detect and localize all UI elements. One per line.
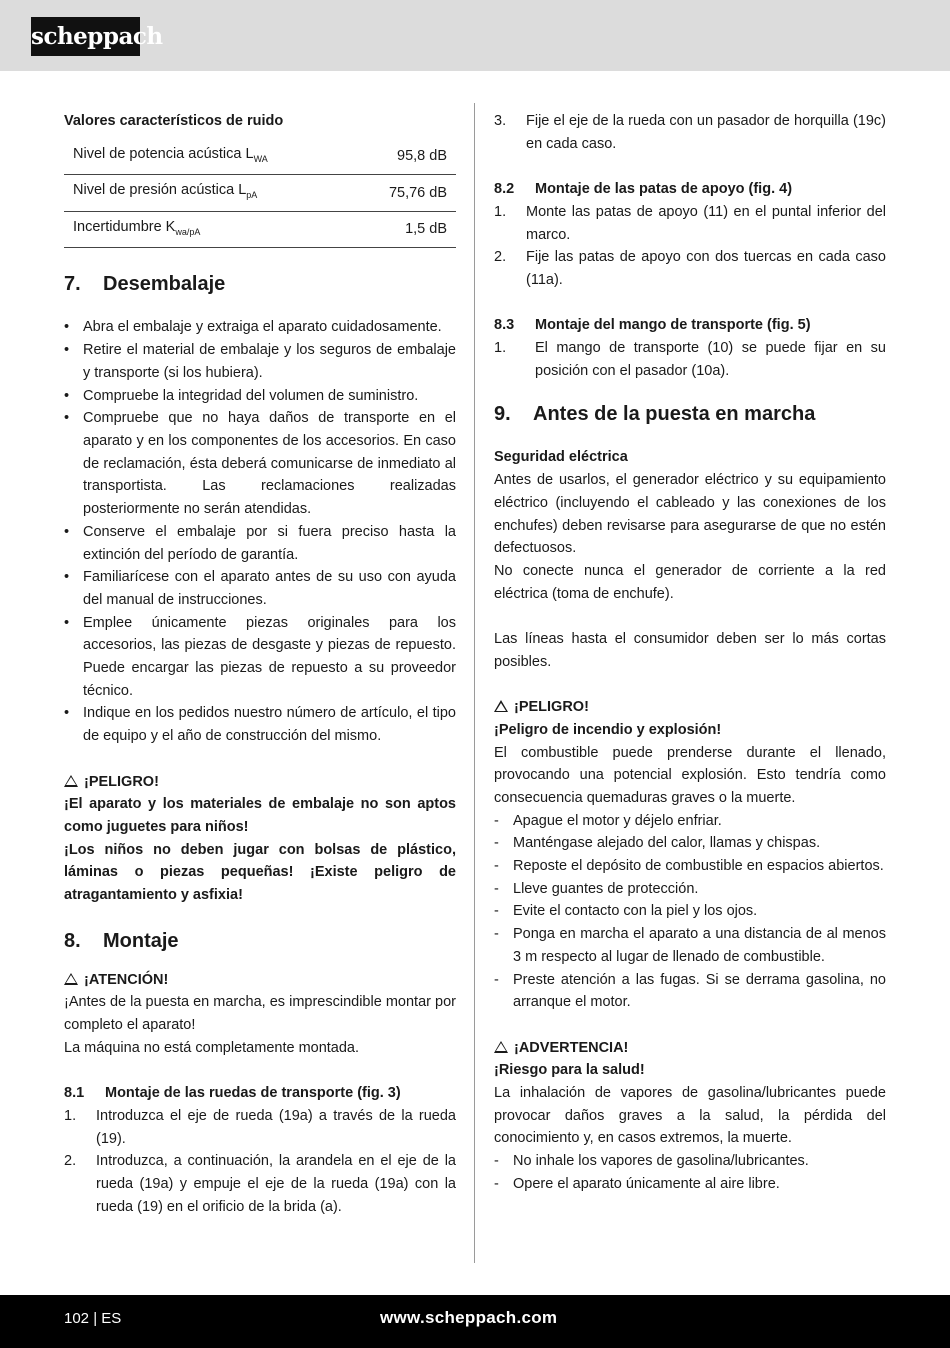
danger-text: ¡Los niños no deben jugar con bolsas de plástico, láminas o piezas pequeñas! ¡Existe peligro de atragantamiento y asfixia! (64, 841, 456, 904)
list-item: • Conserve el embalaje por si fuera preciso hasta la extinción del período de garantía. (64, 521, 456, 566)
list-item: • Indique en los pedidos nuestro número de artículo, el tipo de equipo y el año de construcción del mismo. (64, 702, 456, 747)
list-item: • Emplee únicamente piezas originales para los accesorios, las piezas de desgaste y piezas de repuesto. Puede encargar las piezas de repuesto a su proveedor técnico. (64, 612, 456, 703)
fuel-safety-list (494, 810, 886, 1014)
list-item: - Opere el aparato únicamente al aire libre. (494, 1173, 886, 1196)
unpacking-list (64, 316, 456, 747)
list-item: • Abra el embalaje y extraiga el aparato cuidadosamente. (64, 316, 456, 339)
attention-text: La máquina no está completamente montada. (64, 1039, 360, 1056)
list-item: - Evite el contacto con la piel y los ojos. (494, 900, 886, 923)
list-item: - Lleve guantes de protección. (494, 878, 886, 901)
wheel-steps (64, 1105, 456, 1219)
danger-label: ¡PELIGRO! (64, 771, 456, 794)
footer-bar (0, 1295, 950, 1348)
list-item: • Compruebe que no haya daños de transporte en el aparato y en los componentes de los accesorios. En caso de reclamación, ésta deberá comunicarse de inmediato al transportista. Las reclamaciones realizadas posteriormente no serán atendidas. (64, 407, 456, 521)
column-divider (474, 103, 475, 1263)
warning-text: La inhalación de vapores de gasolina/lubricantes puede provocar daños graves a la salud, la pérdida del conocimiento y, en casos extremos, la muerte. (494, 1085, 886, 1147)
health-safety-list (494, 1150, 886, 1195)
noise-table (64, 139, 456, 249)
warning-triangle-icon (494, 700, 508, 712)
list-item: • Retire el material de embalaje y los seguros de embalaje y transporte (si los hubiera). (64, 339, 456, 384)
section-9-heading: 9. Antes de la puesta en marcha (494, 403, 816, 426)
list-item: - Apague el motor y déjelo enfriar. (494, 810, 886, 833)
list-item: 2. Introduzca, a continuación, la arandela en el eje de la rueda (19a) y empuje el eje de la rueda (19a) con la rueda (19) en el orificio de la brida (a). (64, 1153, 456, 1215)
warning-triangle-icon (64, 775, 78, 787)
warning-subtitle: ¡Riesgo para la salud! (494, 1062, 645, 1079)
subsection-8-3-heading: 8.3 Montaje del mango de transporte (fig. 5) (494, 317, 811, 334)
warning-triangle-icon (494, 1041, 508, 1053)
list-item: 1. El mango de transporte (10) se puede fijar en su posición con el pasador (10a). (494, 340, 886, 379)
noise-value: 95,8 dB (353, 139, 456, 175)
noise-value: 75,76 dB (353, 175, 456, 212)
list-item: 1. Monte las patas de apoyo (11) en el puntal inferior del marco. (494, 203, 886, 243)
electrical-text: No conecte nunca el generador de corriente a la red eléctrica (toma de enchufe). (494, 562, 886, 602)
electrical-safety-title: Seguridad eléctrica (494, 449, 628, 466)
list-item: 1. Introduzca el eje de rueda (19a) a través de la rueda (19). (64, 1107, 456, 1147)
list-item: 2. Fije las patas de apoyo con dos tuercas en cada caso (11a). (494, 249, 886, 288)
right-column (494, 110, 886, 1196)
attention-label: ¡ATENCIÓN! (64, 969, 456, 992)
warning-label: ¡ADVERTENCIA! (494, 1037, 886, 1060)
list-item: - Reposte el depósito de combustible en espacios abiertos. (494, 855, 886, 878)
danger-text: ¡El aparato y los materiales de embalaje no son aptos como juguetes para niños! (64, 796, 456, 835)
section-7-heading: 7. Desembalaje (64, 273, 226, 296)
list-item: • Familiarícese con el aparato antes de su uso con ayuda del manual de instrucciones. (64, 566, 456, 611)
electrical-text: Antes de usarlos, el generador eléctrico y su equipamiento eléctrico (incluyendo el cableado y las conexiones de los enchufes) deben revisarse para asegurarse de que no estén defectuosos. (494, 472, 886, 557)
table-row (64, 139, 456, 175)
list-item: - Preste atención a las fugas. Si se derrama gasolina, no arranque el motor. (494, 969, 886, 1014)
warning-triangle-icon (64, 973, 78, 985)
noise-value: 1,5 dB (353, 211, 456, 248)
list-item: - Ponga en marcha el aparato a una distancia de al menos 3 m respecto al lugar de llenado de combustible. (494, 923, 886, 968)
table-row (64, 175, 456, 212)
section-8-heading: 8. Montaje (64, 929, 179, 952)
list-item: - Manténgase alejado del calor, llamas y chispas. (494, 832, 886, 855)
subsection-8-2-heading: 8.2 Montaje de las patas de apoyo (fig. 4) (494, 181, 793, 198)
noise-label: Nivel de presión acústica $L_{pA}$ (64, 175, 353, 212)
wheel-steps-continued (494, 110, 886, 155)
left-column (64, 110, 456, 1218)
list-item: • Compruebe la integridad del volumen de suministro. (64, 385, 456, 408)
table-row (64, 211, 456, 248)
list-item: - No inhale los vapores de gasolina/lubricantes. (494, 1150, 886, 1173)
noise-label: Nivel de potencia acústica $L_{WA}$ (64, 139, 353, 175)
support-legs-steps (494, 201, 886, 292)
brand-logo: scheppach (31, 17, 140, 56)
list-item: 3. Fije el eje de la rueda con un pasador de horquilla (19c) en cada caso. (494, 113, 886, 152)
page-number: 102 | ES (64, 1310, 122, 1327)
header-bar (0, 0, 950, 71)
danger-label: ¡PELIGRO! (494, 696, 886, 719)
noise-label: Incertidumbre $K_{wa/pA}$ (64, 211, 353, 248)
website-link[interactable]: www.scheppach.com (380, 1308, 558, 1327)
danger-text: El combustible puede prenderse durante el llenado, provocando una potencial explosión. Esto tendría como consecuencia quemaduras graves o la muerte. (494, 744, 886, 806)
danger-subtitle: ¡Peligro de incendio y explosión! (494, 721, 722, 738)
electrical-text: Las líneas hasta el consumidor deben ser lo más cortas posibles. (494, 631, 886, 670)
handle-steps (494, 337, 886, 382)
subsection-8-1-heading: 8.1 Montaje de las ruedas de transporte (fig. 3) (64, 1085, 401, 1102)
attention-text: ¡Antes de la puesta en marcha, es imprescindible montar por completo el aparato! (64, 994, 456, 1034)
noise-title: Valores característicos de ruido (64, 113, 284, 129)
